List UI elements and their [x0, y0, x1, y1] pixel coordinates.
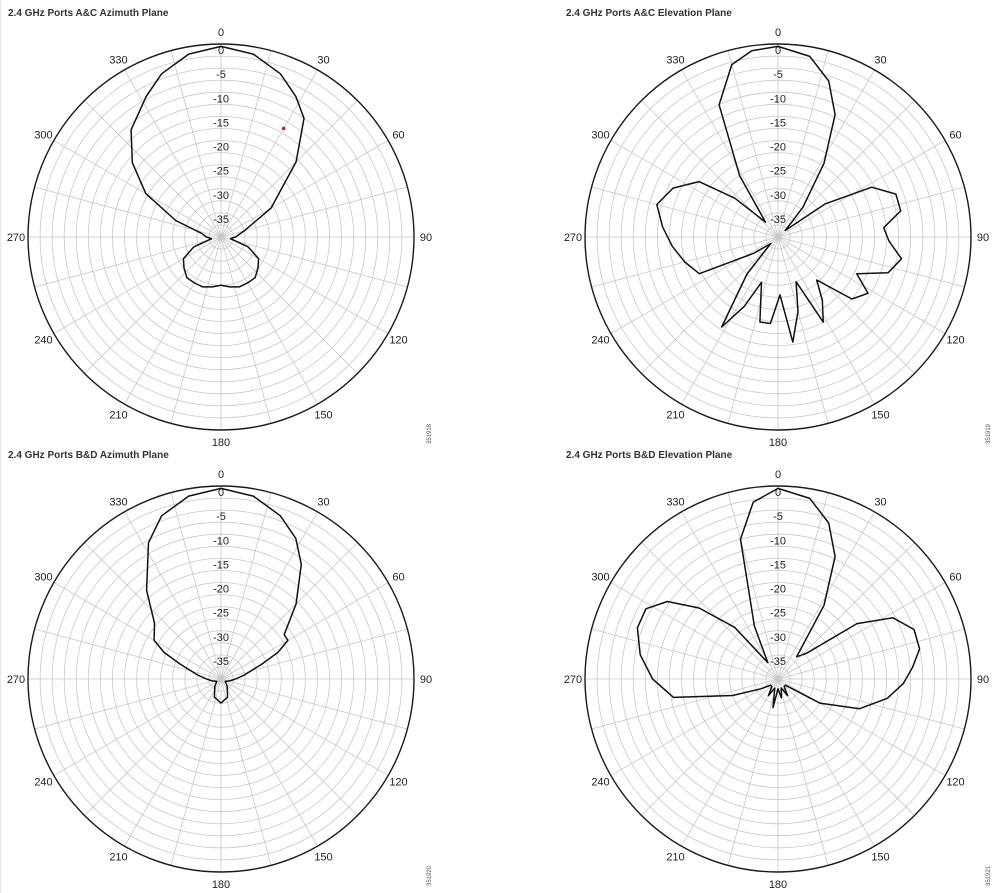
angle-tick-label: 30 [874, 496, 887, 509]
angle-tick-label: 270 [563, 674, 583, 686]
angle-tick-label: 120 [946, 776, 965, 789]
polar-plot-bd-elevation [497, 442, 994, 888]
figure-id: 351920 [427, 865, 433, 886]
angle-tick-label: 330 [666, 496, 685, 509]
db-tick-label: -15 [213, 117, 229, 130]
db-tick-label: -35 [770, 213, 786, 226]
chart-title: 2.4 GHz Ports A&C Elevation Plane [566, 8, 732, 19]
angle-tick-label: 240 [591, 776, 610, 789]
chart-panel-bd-elevation [497, 442, 994, 888]
angle-tick-label: 120 [389, 776, 408, 789]
db-tick-label: -10 [770, 535, 786, 548]
db-tick-label: -25 [213, 165, 229, 178]
db-tick-label: -10 [213, 93, 229, 106]
db-tick-label: -20 [213, 141, 229, 154]
angle-tick-label: 0 [217, 469, 225, 481]
db-tick-label: -20 [770, 583, 786, 596]
figure-id: 351921 [986, 865, 992, 886]
db-tick-label: -30 [770, 631, 786, 644]
angle-tick-label: 330 [666, 54, 685, 67]
angle-tick-label: 210 [109, 409, 128, 422]
chart-title: 2.4 GHz Ports B&D Azimuth Plane [8, 450, 169, 461]
angle-tick-label: 150 [871, 851, 890, 864]
angle-tick-label: 270 [563, 232, 583, 244]
db-tick-label: -25 [770, 607, 786, 620]
db-tick-label: -5 [216, 69, 226, 82]
figure-id: 351918 [427, 423, 433, 444]
angle-tick-label: 240 [591, 334, 610, 347]
angle-tick-label: 120 [389, 334, 408, 347]
angle-tick-label: 300 [591, 129, 610, 142]
chart-title: 2.4 GHz Ports A&C Azimuth Plane [8, 8, 169, 19]
angle-tick-label: 90 [976, 674, 990, 686]
polar-plot-ac-azimuth [0, 0, 497, 446]
db-tick-label: -10 [770, 93, 786, 106]
db-tick-label: -30 [213, 189, 229, 202]
angle-tick-label: 0 [774, 27, 782, 39]
angle-tick-label: 90 [976, 232, 990, 244]
figure-id: 351919 [986, 423, 992, 444]
angle-tick-label: 60 [949, 129, 962, 142]
angle-tick-label: 30 [874, 54, 887, 67]
angle-tick-label: 210 [666, 409, 685, 422]
polar-plot-bd-azimuth [0, 442, 497, 888]
db-tick-label: -35 [770, 655, 786, 668]
db-tick-label: -25 [213, 607, 229, 620]
angle-tick-label: 210 [666, 851, 685, 864]
angle-tick-label: 60 [392, 129, 405, 142]
db-tick-label: -15 [770, 117, 786, 130]
angle-tick-label: 240 [34, 776, 53, 789]
db-tick-label: -20 [213, 583, 229, 596]
db-tick-label: -15 [770, 559, 786, 572]
db-tick-label: -30 [770, 189, 786, 202]
marker-dot [282, 127, 286, 131]
angle-tick-label: 150 [314, 851, 333, 864]
angle-tick-label: 120 [946, 334, 965, 347]
angle-tick-label: 180 [768, 437, 788, 446]
db-tick-label: -30 [213, 631, 229, 644]
chart-panel-ac-elevation [497, 0, 994, 446]
db-tick-label: 0 [217, 487, 225, 499]
angle-tick-label: 270 [6, 232, 26, 244]
angle-tick-label: 60 [392, 571, 405, 584]
angle-tick-label: 210 [109, 851, 128, 864]
db-tick-label: -15 [213, 559, 229, 572]
polar-plot-ac-elevation [497, 0, 994, 446]
db-tick-label: -25 [770, 165, 786, 178]
db-tick-label: 0 [217, 45, 225, 57]
angle-tick-label: 150 [314, 409, 333, 422]
angle-tick-label: 240 [34, 334, 53, 347]
angle-tick-label: 180 [211, 879, 231, 888]
angle-tick-label: 180 [211, 437, 231, 446]
angle-tick-label: 180 [768, 879, 788, 888]
angle-tick-label: 30 [317, 54, 330, 67]
angle-tick-label: 90 [419, 674, 433, 686]
db-tick-label: -20 [770, 141, 786, 154]
db-tick-label: 0 [774, 45, 782, 57]
db-tick-label: -5 [773, 69, 783, 82]
angle-tick-label: 300 [34, 571, 53, 584]
angle-tick-label: 300 [34, 129, 53, 142]
db-tick-label: -10 [213, 535, 229, 548]
db-tick-label: -5 [216, 511, 226, 524]
chart-panel-ac-azimuth [0, 0, 497, 446]
angle-tick-label: 30 [317, 496, 330, 509]
angle-tick-label: 330 [109, 54, 128, 67]
angle-tick-label: 300 [591, 571, 610, 584]
db-tick-label: -35 [213, 213, 229, 226]
angle-tick-label: 150 [871, 409, 890, 422]
angle-tick-label: 270 [6, 674, 26, 686]
angle-tick-label: 0 [217, 27, 225, 39]
angle-tick-label: 0 [774, 469, 782, 481]
db-tick-label: -35 [213, 655, 229, 668]
chart-panel-bd-azimuth [0, 442, 497, 888]
chart-title: 2.4 GHz Ports B&D Elevation Plane [566, 450, 733, 461]
angle-tick-label: 330 [109, 496, 128, 509]
angle-tick-label: 90 [419, 232, 433, 244]
angle-tick-label: 60 [949, 571, 962, 584]
db-tick-label: -5 [773, 511, 783, 524]
db-tick-label: 0 [774, 487, 782, 499]
